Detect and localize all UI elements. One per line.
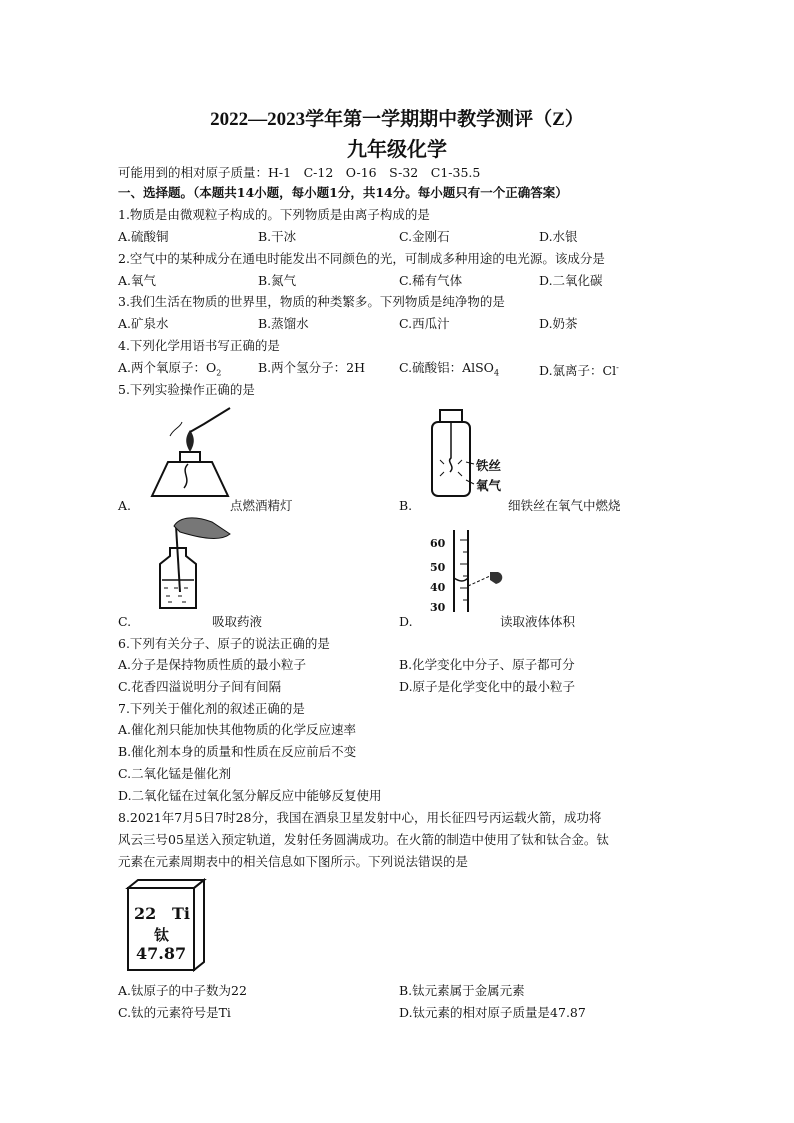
q1-stem: 1.物质是由微观粒子构成的。下列物质是由离子构成的是 xyxy=(118,207,430,222)
q6-option-c: C.花香四溢说明分子间有间隔 xyxy=(118,679,282,694)
q7-option-c: C.二氧化锰是催化剂 xyxy=(118,766,232,781)
q5-caption-b: 细铁丝在氧气中燃烧 xyxy=(508,498,621,513)
element-name: 钛 xyxy=(154,926,170,944)
scale-50: 50 xyxy=(430,561,446,574)
q8-option-a: A.钛原子的中子数为22 xyxy=(118,983,247,998)
q3-option-a: A.矿泉水 xyxy=(118,316,169,331)
q2-stem: 2.空气中的某种成分在通电时能发出不同颜色的光，可制成多种用途的电光源。该成分是 xyxy=(118,251,605,266)
q7-stem: 7.下列关于催化剂的叙述正确的是 xyxy=(118,701,305,716)
q4-option-c: C.硫酸铝：AlSO$_4$ xyxy=(399,360,500,378)
q1-option-b: B.干冰 xyxy=(258,229,297,244)
q3-option-d: D.奶茶 xyxy=(539,316,578,331)
q7-option-a: A.催化剂只能加快其他物质的化学反应速率 xyxy=(118,722,357,737)
q7-option-b: B.催化剂本身的质量和性质在反应前后不变 xyxy=(118,744,357,759)
q1-option-d: D.水银 xyxy=(539,229,578,244)
q5-option-b: B. xyxy=(399,498,413,513)
q5-option-d: D. xyxy=(399,614,413,629)
q5-option-a: A. xyxy=(118,498,132,513)
element-atomic-number: 22 xyxy=(134,904,157,923)
q4-option-d: D.氯离子：Cl- xyxy=(539,363,619,379)
q8-option-d: D.钛元素的相对原子质量是47.87 xyxy=(399,1005,586,1020)
q5-caption-d: 读取液体体积 xyxy=(500,614,576,629)
q2-option-d: D.二氧化碳 xyxy=(539,273,603,288)
dropper-figure xyxy=(140,516,240,610)
oxygen-label: 氧气 xyxy=(476,478,502,493)
iron-wire-label: 铁丝 xyxy=(476,458,502,473)
q3-stem: 3.我们生活在物质的世界里，物质的种类繁多。下列物质是纯净物的是 xyxy=(118,294,505,309)
q3-option-b: B.蒸馏水 xyxy=(258,316,309,331)
q7-option-d: D.二氧化锰在过氧化氢分解反应中能够反复使用 xyxy=(118,788,382,803)
q8-stem-line2: 风云三号05星送入预定轨道，发射任务圆满成功。在火箭的制造中使用了钛和钛合金。钛 xyxy=(118,832,609,847)
q4-option-a: A.两个氧原子：$O_2$ xyxy=(118,360,222,378)
q1-option-c: C.金刚石 xyxy=(399,229,450,244)
iron-wire-oxygen-figure xyxy=(420,402,520,502)
q2-option-b: B.氮气 xyxy=(258,273,297,288)
q6-option-d: D.原子是化学变化中的最小粒子 xyxy=(399,679,576,694)
exam-subtitle: 九年级化学 xyxy=(347,139,447,161)
q8-stem-line1: 8.2021年7月5日7时28分，我国在酒泉卫星发射中心，用长征四号丙运载火箭，成功将 xyxy=(118,810,602,825)
atomic-mass-line: 可能用到的相对原子质量：H-1 C-12 O-16 S-32 C1-35.5 xyxy=(118,165,481,180)
scale-30: 30 xyxy=(430,601,446,614)
q8-stem-line3: 元素在元素周期表中的相关信息如下图所示。下列说法错误的是 xyxy=(118,854,469,869)
q6-option-b: B.化学变化中分子、原子都可分 xyxy=(399,657,575,672)
q6-stem: 6.下列有关分子、原子的说法正确的是 xyxy=(118,636,330,651)
q5-caption-c: 吸取药液 xyxy=(212,614,263,629)
q6-option-a: A.分子是保持物质性质的最小粒子 xyxy=(118,657,307,672)
alcohol-lamp-figure xyxy=(140,402,240,502)
q8-option-c: C.钛的元素符号是Ti xyxy=(118,1005,231,1020)
q4-stem: 4.下列化学用语书写正确的是 xyxy=(118,338,280,353)
scale-40: 40 xyxy=(430,581,446,594)
q5-option-c: C. xyxy=(118,614,132,629)
exam-title: 2022—2023学年第一学期期中教学测评（Z） xyxy=(210,109,584,130)
element-symbol: Ti xyxy=(172,904,190,923)
q5-stem: 5.下列实验操作正确的是 xyxy=(118,382,255,397)
q2-option-c: C.稀有气体 xyxy=(399,273,463,288)
section1-header: 一、选择题。（本题共14小题，每小题1分，共14分。每小题只有一个正确答案） xyxy=(118,185,568,200)
q8-option-b: B.钛元素属于金属元素 xyxy=(399,983,525,998)
q4-option-b: B.两个氢分子：2H xyxy=(258,360,366,375)
q1-option-a: A.硫酸铜 xyxy=(118,229,169,244)
q3-option-c: C.西瓜汁 xyxy=(399,316,450,331)
q2-option-a: A.氧气 xyxy=(118,273,157,288)
scale-60: 60 xyxy=(430,537,446,550)
q5-caption-a: 点燃酒精灯 xyxy=(230,498,293,513)
element-atomic-mass: 47.87 xyxy=(136,944,187,963)
